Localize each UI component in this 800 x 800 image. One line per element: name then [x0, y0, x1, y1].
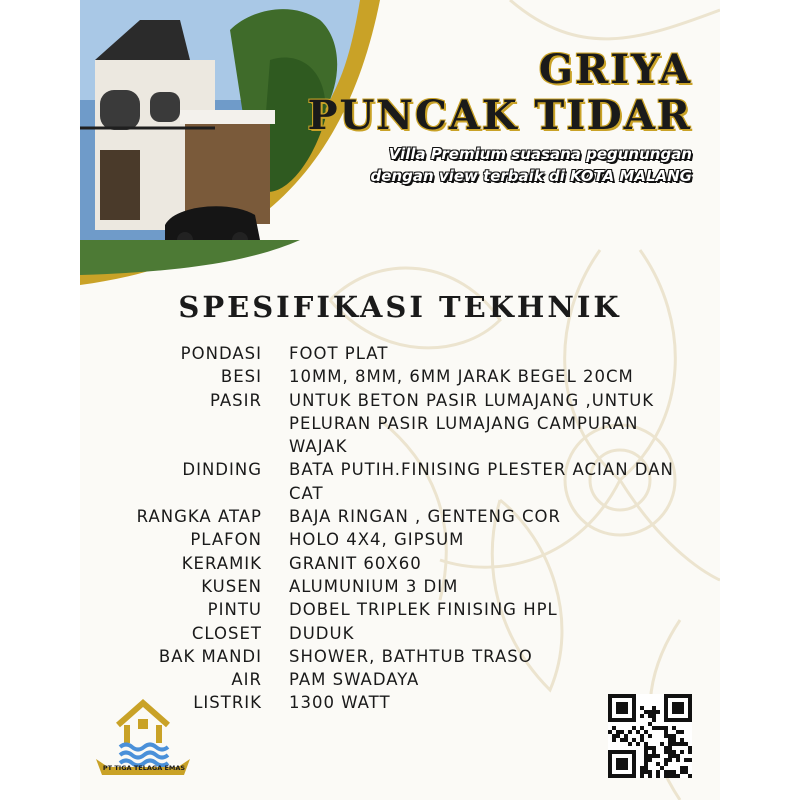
house-logo-icon: [88, 695, 198, 790]
spec-label: PLAFON: [190, 530, 262, 550]
company-name: PT TIGA TELAGA EMAS: [102, 764, 186, 772]
spec-value: 10MM, 8MM, 6MM JARAK BEGEL 20CM: [289, 367, 634, 387]
spec-label: RANGKA ATAP: [136, 507, 262, 527]
spec-label: KUSEN: [201, 576, 262, 596]
spec-value: DUDUK: [289, 623, 355, 643]
spec-label: KERAMIK: [181, 553, 262, 573]
spec-label: PASIR: [210, 390, 262, 410]
qr-code-icon[interactable]: [608, 694, 692, 778]
spec-value: BAJA RINGAN , GENTENG COR: [289, 507, 561, 527]
spec-label: CLOSET: [191, 623, 262, 643]
spec-row: [80, 505, 720, 528]
spec-value: ALUMUNIUM 3 DIM: [289, 576, 459, 596]
spec-value: SHOWER, BATHTUB TRASO: [289, 646, 533, 666]
spec-row: [80, 389, 720, 459]
spec-row: [80, 528, 720, 551]
title-line-1: GRIYA: [538, 46, 692, 93]
spec-value: BATA PUTIH.FINISING PLESTER ACIAN DAN CAT: [289, 460, 674, 503]
title-line-2: PUNCAK TIDAR: [307, 92, 692, 139]
tagline-line-2: dengan view terbaik di KOTA MALANG: [370, 167, 692, 185]
spec-row: [80, 552, 720, 575]
spec-label: PONDASI: [180, 344, 262, 363]
spec-label: BAK MANDI: [158, 646, 262, 666]
spec-value: GRANIT 60X60: [289, 553, 422, 573]
spec-heading: SPESIFIKASI TEKHNIK: [178, 290, 622, 324]
spec-row: [80, 645, 720, 668]
spec-row: [80, 458, 720, 505]
spec-value: UNTUK BETON PASIR LUMAJANG ,UNTUK PELURAN PASIR LUMAJANG CAMPURAN WAJAK: [289, 390, 655, 457]
spec-row: [80, 668, 720, 691]
spec-value: PAM SWADAYA: [289, 670, 420, 690]
tagline-line-1: Villa Premium suasana pegunungan: [388, 145, 692, 163]
spec-label: BESI: [220, 367, 262, 387]
spec-value: FOOT PLAT: [289, 344, 389, 363]
spec-table: [80, 342, 720, 715]
spec-row: [80, 365, 720, 388]
spec-row: [80, 598, 720, 621]
spec-value: HOLO 4X4, GIPSUM: [289, 530, 465, 550]
spec-row: [80, 575, 720, 598]
spec-label: PINTU: [207, 600, 262, 620]
flyer: [80, 0, 720, 800]
spec-value: 1300 WATT: [289, 693, 391, 713]
spec-row: [80, 622, 720, 645]
spec-label: DINDING: [182, 460, 262, 480]
spec-row: [80, 342, 720, 365]
spec-label: AIR: [231, 670, 262, 690]
spec-value: DOBEL TRIPLEK FINISING HPL: [289, 600, 558, 620]
villa-photo: [80, 0, 380, 285]
spec-label: LISTRIK: [193, 693, 262, 713]
